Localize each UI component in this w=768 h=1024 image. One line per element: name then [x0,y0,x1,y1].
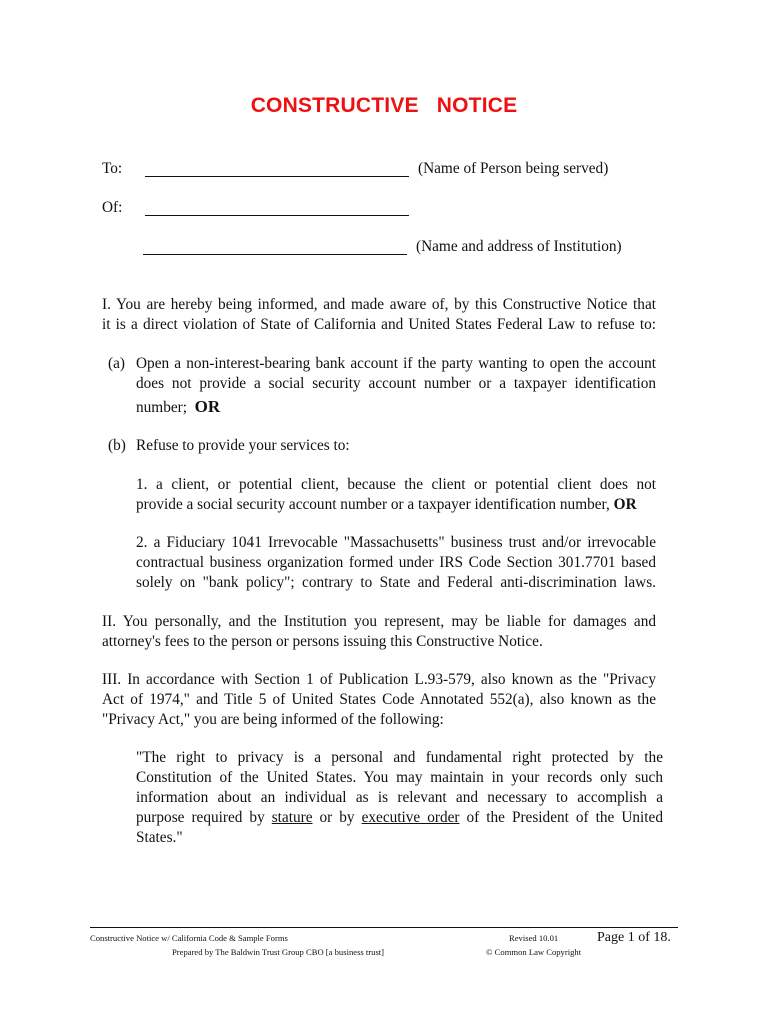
item-b1-line1: 1. a client, or potential client, because the client or potential client does not [136,476,656,493]
section2-line1: II. You personally, and the Institution you represent, may be liable for damages and [102,613,656,630]
item-b1-line2-text: provide a social security account number or a taxpayer identification number, [136,496,610,513]
title-word-1: CONSTRUCTIVE [250,94,419,117]
item-b-marker: (b) [108,437,126,454]
institution-note: (Name and address of Institution) [416,238,622,255]
item-b2-line3: solely on "bank policy"; contrary to State and Federal anti-discrimination laws. [136,574,656,591]
institution-blank-line[interactable] [143,254,407,255]
item-b2-line2: contractual business organization formed under IRS Code Section 301.7701 based [136,554,656,571]
quote-line4-pre: purpose required by [136,809,272,826]
section3-line3: "Privacy Act," you are being informed of the following: [102,711,444,728]
footer-title: Constructive Notice w/ California Code & Sample Forms [90,933,288,943]
item-a-or: OR [194,397,221,416]
quote-line1: "The right to privacy is a personal and fundamental right protected by the [136,749,663,766]
footer-rule [90,927,678,928]
quote-line2: Constitution of the United States. You may maintain in your records only such [136,769,663,786]
quote-line3: information about an individual as is relevant and necessary to accomplish a [136,789,663,806]
footer-preparer: Prepared by The Baldwin Trust Group CBO [a business trust] [172,947,385,957]
item-b1-or: OR [613,496,637,513]
to-note: (Name of Person being served) [418,160,609,177]
to-label: To: [102,160,123,177]
item-a-line1: Open a non-interest-bearing bank account if the party wanting to open the account [136,355,656,372]
to-blank-line[interactable] [145,176,409,177]
item-b1-line2 [136,495,637,515]
section3-line1: III. In accordance with Section 1 of Publication L.93-579, also known as the "Privacy [102,671,656,688]
footer-revised: Revised 10.01 [509,933,559,943]
item-a-line3-text: number; [136,399,187,416]
section2-line2: attorney's fees to the person or persons issuing this Constructive Notice. [102,633,543,650]
item-a-line2: does not provide a social security account number or a taxpayer identification [136,375,656,392]
footer-copyright: © Common Law Copyright [486,947,582,957]
quote-line4-post: of the President of the United [459,809,663,826]
of-blank-line[interactable] [145,215,409,216]
section1-line1: I. You are hereby being informed, and made aware of, by this Constructive Notice that [102,296,656,313]
of-label: Of: [102,199,123,216]
item-a-line3 [136,397,220,418]
item-b-text: Refuse to provide your services to: [136,437,350,454]
section3-line2: Act of 1974," and Title 5 of United States Code Annotated 552(a), also known as the [102,691,656,708]
quote-line4 [136,808,663,828]
item-b2-line1: 2. a Fiduciary 1041 Irrevocable "Massachusetts" business trust and/or irrevocable [136,534,656,551]
quote-line4-mid: or by [312,809,362,826]
quote-underline-stature: stature [271,809,313,826]
section1-line2: it is a direct violation of State of California and United States Federal Law to refuse to: [102,316,656,333]
page-number: Page 1 of 18. [597,930,671,945]
item-a-marker: (a) [108,355,125,372]
quote-line5: States." [136,829,183,846]
document-title [0,94,768,118]
title-word-2: NOTICE [436,94,518,117]
quote-underline-executive-order: executive order [361,809,460,826]
